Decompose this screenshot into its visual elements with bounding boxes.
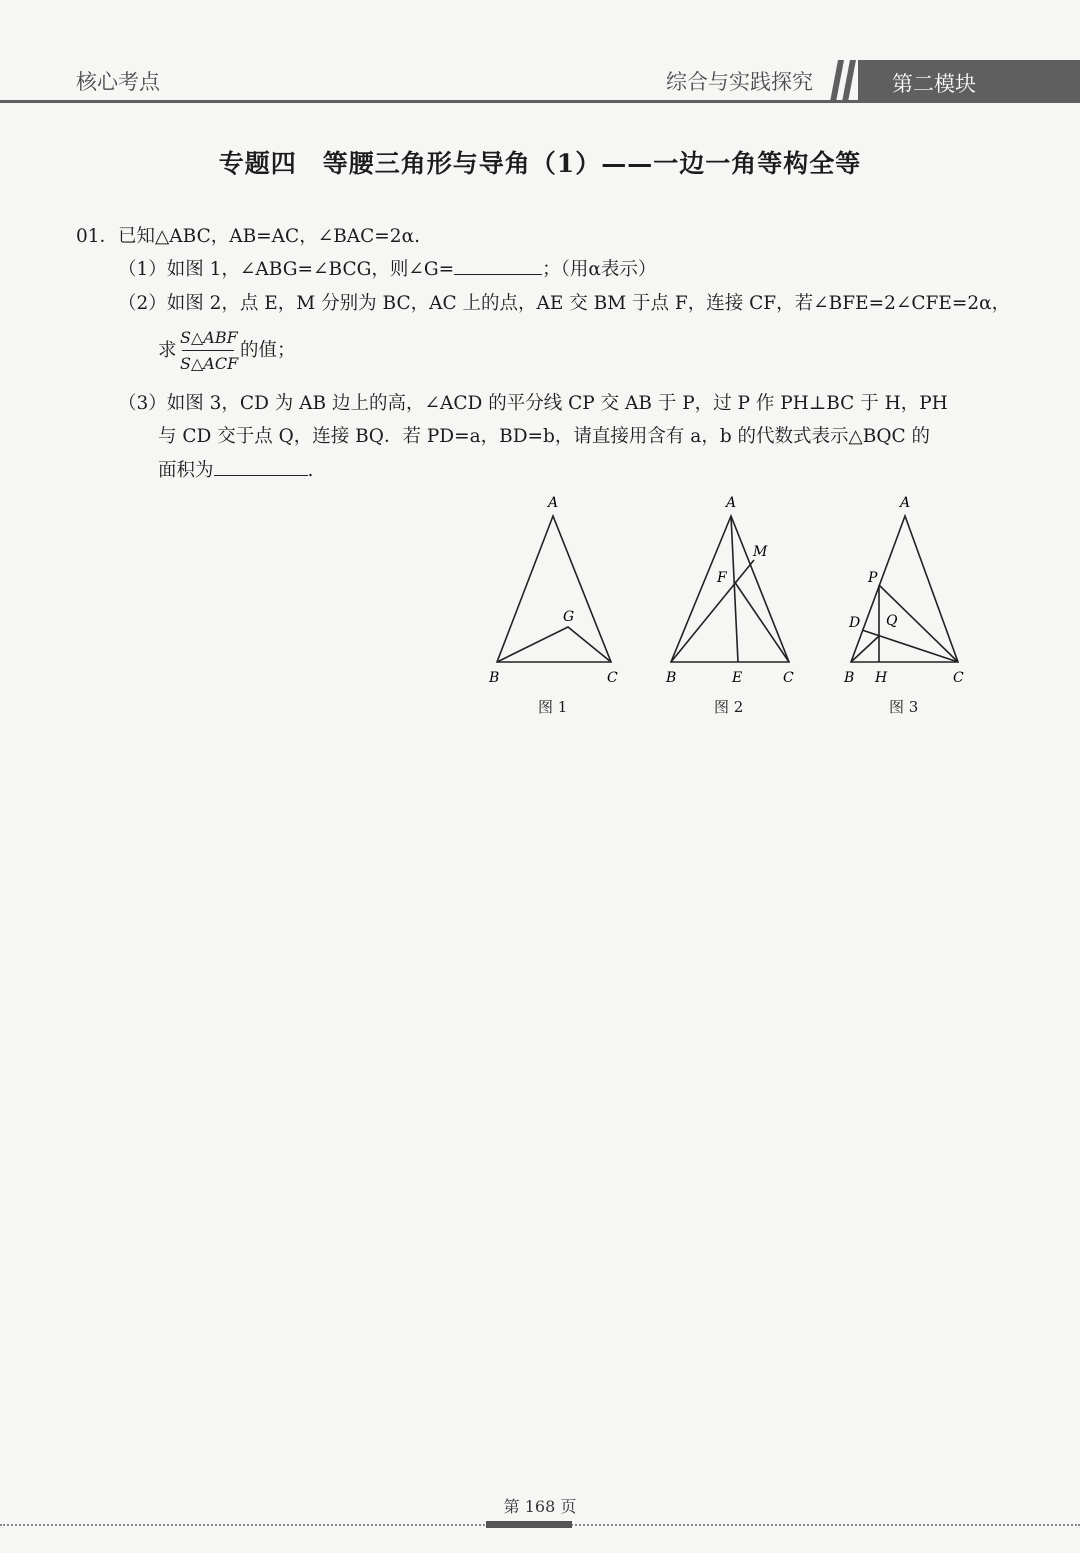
fig1-label-g: G (563, 609, 575, 625)
header-module-tab: 第二模块 (858, 60, 1080, 102)
fig2-label-c: C (783, 670, 794, 686)
problem-part2-line1: （2）如图 2，点 E，M 分别为 BC，AC 上的点，AE 交 BM 于点 F，连接 CF，若∠BFE=2∠CFE=2α， (118, 293, 1011, 314)
fig1-label-c: C (607, 670, 618, 686)
fig3-label-d: D (849, 615, 861, 631)
fig3-label-q: Q (886, 613, 898, 629)
fraction-numerator: S△ABF (180, 328, 238, 347)
fig1-caption: 图 1 (538, 698, 568, 716)
problem-part2-ask: 求 (158, 340, 177, 361)
fig1-label-b: B (489, 670, 500, 686)
part1-text: （1）如图 1，∠ABG=∠BCG，则∠G= (118, 259, 455, 280)
header-module-left: 核心考点 (76, 70, 160, 94)
part1-hint: ；（用α表示） (542, 259, 657, 280)
fig3-label-a: A (900, 495, 911, 511)
problem-part3-line1: （3）如图 3，CD 为 AB 边上的高，∠ACD 的平分线 CP 交 AB 于 P，过 P 作 PH⊥BC 于 H，PH (118, 393, 948, 414)
fraction-denominator: S△ACF (180, 354, 239, 373)
page-number: 第 168 页 (503, 1497, 577, 1516)
fig3-triangle-abc (851, 516, 958, 662)
footer-bar (486, 1521, 572, 1528)
fig2-label-f: F (717, 570, 727, 586)
fig2-label-b: B (666, 670, 677, 686)
fig2-segment-bm (671, 560, 754, 662)
fig2-label-a: A (726, 495, 737, 511)
fig2-caption: 图 2 (714, 698, 744, 716)
fig1-triangle-abc (497, 516, 611, 662)
fig1-segments-bgc (497, 627, 611, 662)
fig2-label-m: M (753, 544, 768, 560)
fig3-label-b: B (844, 670, 855, 686)
fig3-segment-cd (862, 630, 958, 662)
problem-part3-line2: 与 CD 交于点 Q，连接 BQ．若 PD=a，BD=b，请直接用含有 a，b 的代数式表示△BQC 的 (158, 426, 931, 447)
fig1-label-a: A (548, 495, 559, 511)
problem-stem: 01．已知△ABC，AB=AC，∠BAC=2α. (76, 226, 420, 247)
fig2-segment-ae (731, 516, 738, 662)
part3-end: . (307, 460, 314, 481)
fig3-caption: 图 3 (889, 698, 919, 716)
fig3-label-c: C (953, 670, 964, 686)
page-title: 专题四 等腰三角形与导角（1）——一边一角等构全等 (218, 149, 862, 178)
geometry-figures (0, 0, 1080, 760)
problem-part2-end: 的值； (240, 340, 296, 361)
part3-text: 面积为 (158, 460, 214, 481)
fig2-label-e: E (732, 670, 743, 686)
fig3-label-h: H (875, 670, 888, 686)
header-section-title: 综合与实践探究 (666, 70, 813, 94)
fig3-label-p: P (868, 570, 878, 586)
